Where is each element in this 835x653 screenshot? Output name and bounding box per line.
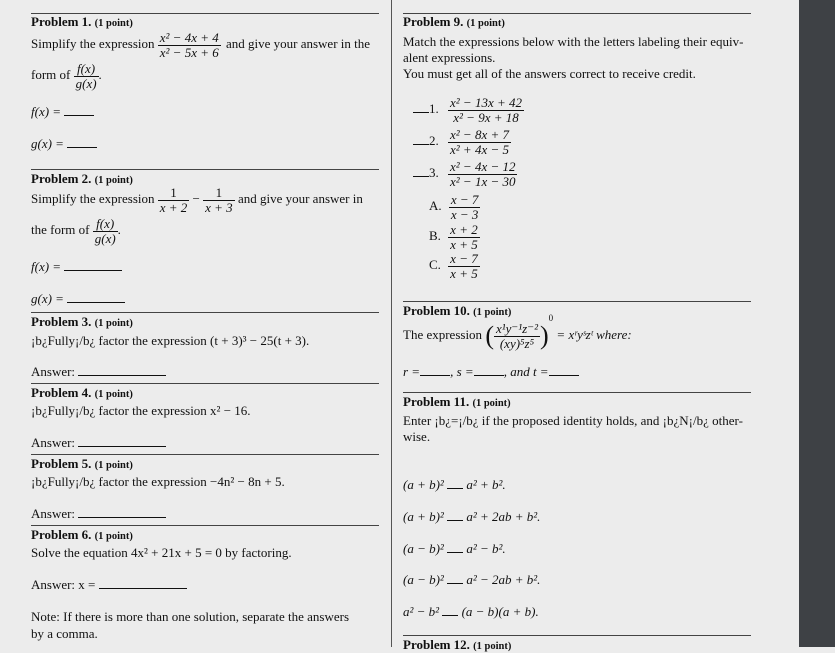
problem-3-header: Problem 3. (1 point): [31, 314, 133, 329]
identity-row: (a + b)² a² + 2ab + b².: [403, 509, 541, 524]
rule: [403, 301, 751, 302]
fx-answer-input[interactable]: [64, 105, 94, 116]
t-input[interactable]: [549, 365, 579, 376]
p4-answer-row: Answer:: [31, 435, 166, 451]
problem-12-header: Problem 12. (1 point): [403, 637, 512, 652]
s-input[interactable]: [474, 365, 504, 376]
problem-10-header: Problem 10. (1 point): [403, 303, 512, 318]
p11-intro-2: wise.: [403, 429, 431, 444]
problem-4-text: ¡b¿Fully¡/b¿ factor the expression x² − 16.: [31, 403, 251, 418]
rule: [31, 454, 379, 455]
column-divider: [391, 0, 392, 647]
match-input-2[interactable]: [413, 134, 429, 145]
p6-answer-input[interactable]: [99, 578, 187, 589]
gx-answer-input[interactable]: [67, 137, 97, 148]
p3-answer-row: Answer:: [31, 364, 166, 380]
match-letter: A. $\frac{x - 7}{x - 3}$: [429, 192, 479, 222]
fx-answer-row: f(x) =: [31, 104, 94, 120]
identity-row: a² − b² (a − b)(a + b).: [403, 604, 539, 619]
identity-input-2[interactable]: [447, 510, 463, 521]
p4-answer-input[interactable]: [78, 436, 166, 447]
rule: [31, 312, 379, 313]
problem-5-header: Problem 5. (1 point): [31, 456, 133, 471]
problem-4-header: Problem 4. (1 point): [31, 385, 133, 400]
p2-gx-input[interactable]: [67, 292, 125, 303]
rule: [31, 383, 379, 384]
p9-intro-1: Match the expressions below with the letters labeling their equiv-: [403, 34, 744, 49]
p2-fx-input[interactable]: [64, 260, 122, 271]
problem-points: (1 point): [94, 18, 133, 29]
identity-input-5[interactable]: [442, 605, 458, 616]
identity-row: (a − b)² a² − b².: [403, 541, 506, 556]
p9-intro-2: alent expressions.: [403, 50, 496, 65]
p5-answer-row: Answer:: [31, 506, 166, 522]
problem-1-header: [31, 14, 133, 30]
rule: [403, 392, 751, 393]
p6-note: Note: If there is more than one solution, separate the answers: [31, 609, 350, 624]
identity-row: (a − b)² a² − 2ab + b².: [403, 572, 541, 587]
problem-10-text: The expression ( $\frac{\text{x¹y⁻¹z⁻²}}{\text{(xy)⁵z⁵}}$ )$^0$ = xʳyˢzᵗ where:: [403, 313, 632, 351]
rule: [403, 635, 751, 636]
match-input-3[interactable]: [413, 166, 429, 177]
scrollbar-gutter[interactable]: [799, 0, 835, 647]
p5-answer-input[interactable]: [78, 507, 166, 518]
problem-3-text: ¡b¿Fully¡/b¿ factor the expression (t + 3)³ − 25(t + 3).: [31, 333, 310, 348]
p9-intro-3: You must get all of the answers correct to receive credit.: [403, 66, 696, 81]
match-letter: C. $\frac{x - 7}{x + 5}$: [429, 251, 478, 281]
rule: [31, 525, 379, 526]
problem-9-header: Problem 9. (1 point): [403, 14, 505, 29]
r-input[interactable]: [420, 365, 450, 376]
problem-11-header: Problem 11. (1 point): [403, 394, 511, 409]
p11-intro-1: Enter ¡b¿=¡/b¿ if the proposed identity holds, and ¡b¿N¡/b¿ other-: [403, 413, 743, 428]
problem-5-text: ¡b¿Fully¡/b¿ factor the expression −4n² − 8n + 5.: [31, 474, 285, 489]
match-item: 2. $\frac{\text{x² − 8x + 7}}{\text{x² + 4x − 5}}$: [413, 128, 511, 156]
match-item: 3. $\frac{\text{x² − 4x − 12}}{\text{x² − 1x − 30}}$: [413, 160, 517, 188]
p10-answers: r = , s = , and t =: [403, 364, 579, 380]
problem-2-form: the form of $\frac{f(x)}{g(x)}$ .: [31, 216, 121, 246]
problem-title: Problem 1.: [31, 14, 92, 29]
rule: [31, 169, 379, 170]
p3-answer-input[interactable]: [78, 365, 166, 376]
gx-answer-row: g(x) =: [31, 136, 97, 152]
p6-answer-row: Answer: x =: [31, 577, 187, 593]
p2-gx-row: g(x) =: [31, 291, 125, 307]
problem-6-text: Solve the equation 4x² + 21x + 5 = 0 by factoring.: [31, 545, 292, 560]
match-letter: B. $\frac{x + 2}{x + 5}$: [429, 222, 478, 252]
problem-1-text: Simplify the expression $\frac{\text{x² − 4x + 4}}{\text{x² − 5x + 6}}$ and give your answer in the: [31, 30, 371, 60]
match-item: 1. $\frac{\text{x² − 13x + 42}}{\text{x² − 9x + 18}}$: [413, 96, 524, 124]
identity-row: (a + b)² a² + b².: [403, 477, 506, 492]
identity-input-4[interactable]: [447, 573, 463, 584]
problem-2-header: Problem 2. (1 point): [31, 171, 133, 186]
identity-input-3[interactable]: [447, 542, 463, 553]
fraction: $\frac{\text{x² − 4x + 4}}{\text{x² − 5x + 6}}$: [159, 30, 219, 60]
problem-1-form: form of $\frac{f(x)}{g(x)}$ .: [31, 61, 102, 91]
p6-note-2: by a comma.: [31, 626, 98, 641]
match-input-1[interactable]: [413, 102, 429, 113]
problem-6-header: Problem 6. (1 point): [31, 527, 133, 542]
identity-input-1[interactable]: [447, 478, 463, 489]
problem-2-text: Simplify the expression $\frac{1}{x + 2}$ − $\frac{1}{x + 3}$ and give your answer in: [31, 185, 363, 215]
p2-fx-row: f(x) =: [31, 259, 122, 275]
